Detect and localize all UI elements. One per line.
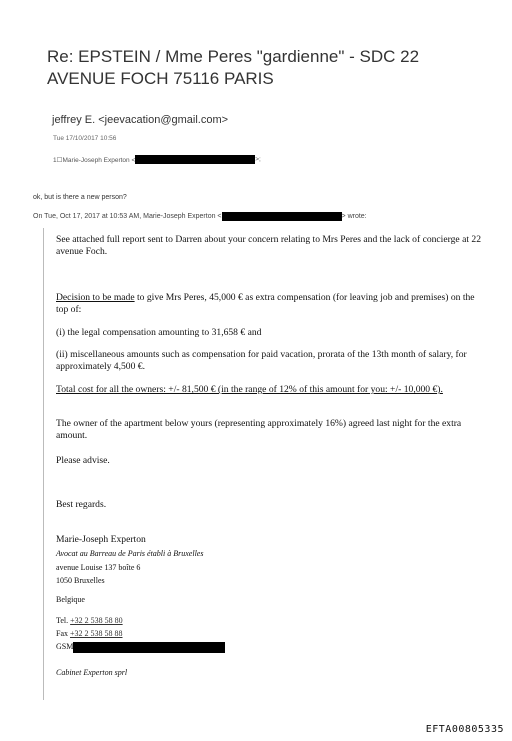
signature-country: Belgique <box>56 595 85 604</box>
quote-header <box>33 212 367 221</box>
paragraph-report: See attached full report sent to Darren about your concern relating to Mrs Peres and the lack of concierge at 22 avenue Foch. <box>56 234 481 257</box>
reply-text: ok, but is there a new person? <box>33 194 127 201</box>
signature-title: Avocat au Barreau de Paris établi à Bruxelles <box>56 549 204 558</box>
decision-rest: to give Mrs Peres, 45,000 € as extra compensation (for leaving job and premises) on the top of: <box>56 292 475 315</box>
recipient-suffix: >; <box>255 156 261 163</box>
signature-address-1: avenue Louise 137 boîte 6 <box>56 563 141 572</box>
paragraph-please-advise: Please advise. <box>56 455 110 466</box>
gsm-label: GSM <box>56 642 74 651</box>
paragraph-legal-compensation: (i) the legal compensation amounting to 31,658 € and <box>56 327 262 338</box>
signature-address-2: 1050 Bruxelles <box>56 576 105 585</box>
sender: jeffrey E. <jeevacation@gmail.com> <box>52 114 229 126</box>
quote-header-prefix: On Tue, Oct 17, 2017 at 10:53 AM, Marie-Joseph Experton < <box>33 213 222 220</box>
paragraph-misc-amounts: (ii) miscellaneous amounts such as compensation for paid vacation, prorata of the 13th month of salary, for approximately 4,500 €. <box>56 349 467 372</box>
email-subject: Re: EPSTEIN / Mme Peres "gardienne" - SDC 22 AVENUE FOCH 75116 PARIS <box>47 47 420 88</box>
document-reference: EFTA00805335 <box>425 724 504 735</box>
signature-name: Marie-Joseph Experton <box>56 534 146 545</box>
redaction-box <box>135 155 255 164</box>
recipient-label: 1☐Marie-Joseph Experton < <box>53 156 136 164</box>
quote-header-suffix: > wrote: <box>341 213 367 220</box>
signature-tel <box>56 615 481 627</box>
quoted-message <box>43 228 488 700</box>
fax-link[interactable]: +32 2 538 58 88 <box>70 629 123 638</box>
redaction-box <box>222 212 342 221</box>
signature-fax <box>56 628 481 640</box>
paragraph-regards: Best regards. <box>56 499 107 510</box>
signature-firm: Cabinet Experton sprl <box>56 668 128 677</box>
fax-label: Fax <box>56 629 70 638</box>
signature-gsm <box>56 641 481 653</box>
tel-label: Tel. <box>56 616 71 625</box>
paragraph-decision <box>56 292 481 316</box>
recipient-line <box>53 155 261 164</box>
tel-link[interactable]: +32 2 538 58 80 <box>70 616 123 625</box>
sent-date: Tue 17/10/2017 10:56 <box>53 135 117 142</box>
decision-underlined: Decision to be made <box>56 292 135 303</box>
paragraph-total-cost: Total cost for all the owners: +/- 81,500 € (in the range of 12% of this amount for you: +/- 10,000 €). <box>56 384 443 395</box>
redaction-box <box>73 642 225 653</box>
paragraph-owner-agreed: The owner of the apartment below yours (representing approximately 16%) agreed last night for the extra amount. <box>56 418 462 441</box>
